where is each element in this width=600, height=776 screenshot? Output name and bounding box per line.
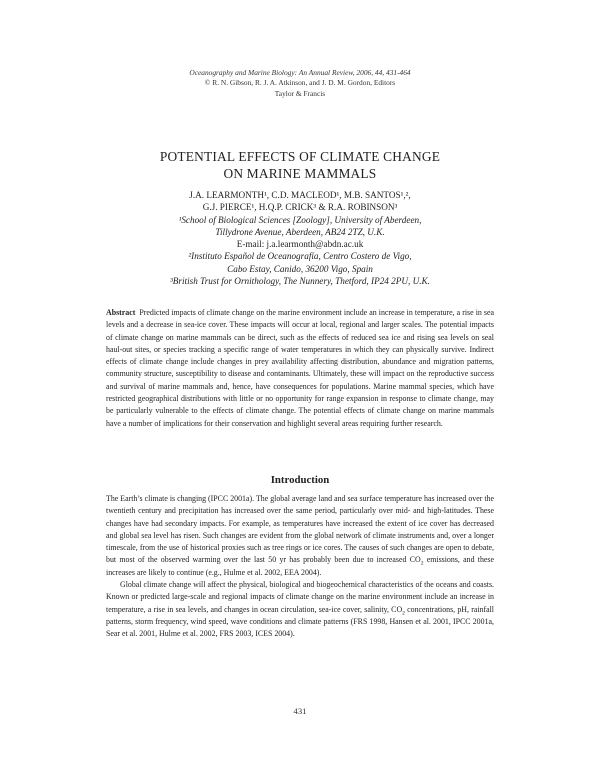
introduction-body: [106, 493, 494, 641]
author-block: [0, 189, 600, 287]
affiliation-1-line-1: ¹School of Biological Sciences [Zoology], University of Aberdeen,: [178, 214, 422, 225]
affiliation-2-line-1: ²Instituto Español de Oceanografía, Centro Costero de Vigo,: [188, 251, 412, 262]
page-number: 431: [293, 706, 307, 716]
co2-subscript: 2: [420, 561, 424, 568]
introduction-heading: Introduction: [270, 474, 330, 486]
affiliation-1-line-2: Tillydrone Avenue, Aberdeen, AB24 2TZ, U.K.: [215, 226, 385, 237]
editors-line: © R. N. Gibson, R. J. A. Atkinson, and J. D. M. Gordon, Editors: [204, 78, 396, 88]
introduction-paragraph-1: [106, 493, 494, 579]
affiliation-3: ³British Trust for Ornithology, The Nunnery, Thetford, IP24 2PU, U.K.: [170, 276, 430, 287]
publisher: Taylor & Francis: [274, 88, 326, 98]
journal-citation: Oceanography and Marine Biology: An Annual Review, 2006, 44, 431-464: [189, 68, 411, 77]
author-email: E-mail: j.a.learmonth@abdn.ac.uk: [236, 239, 364, 250]
authors-line-2: G.J. PIERCE¹, H.Q.P. CRICK³ & R.A. ROBINSON³: [202, 202, 398, 213]
title-line-2: ON MARINE MAMMALS: [223, 165, 377, 181]
introduction-paragraph-2: [106, 579, 494, 640]
abstract: [106, 307, 494, 430]
paragraph-2-text-b: concentrations, pH, rainfall patterns, storm frequency, wind speed, wave conditions and climate patterns (FRS 1998, Hansen et al. 2001, IPCC 2001a, Sear et al. 2001, Hulme et al. 2002, FRS 2003, ICES 2004).: [106, 604, 494, 639]
paragraph-2-text-a: Global climate change will affect the physical, biological and biogeochemical characteristics of the oceans and coasts. Known or predicted large-scale and regional impacts of climate change on the marine environment include an increase in temperature, a rise in sea levels, and changes in ocean circulation, sea-ice cover, salinity, CO: [106, 580, 494, 614]
title-line-1: POTENTIAL EFFECTS OF CLIMATE CHANGE: [159, 149, 441, 164]
journal-header: [0, 68, 600, 99]
paragraph-1-text-b: emissions, and these increases are likely to continue (e.g., Hulme et al. 2002, EEA 2004).: [106, 555, 495, 577]
co2-subscript: 2: [402, 610, 405, 617]
abstract-label: Abstract: [106, 308, 136, 317]
authors-line-1: J.A. LEARMONTH¹, C.D. MACLEOD¹, M.B. SANTOS¹,²,: [189, 190, 411, 200]
paper-title: [0, 149, 600, 183]
affiliation-2-line-2: Cabo Estay, Canido, 36200 Vigo, Spain: [227, 263, 373, 274]
paragraph-1-text-a: The Earth’s climate is changing (IPCC 2001a). The global average land and sea surface temperature has increased over the twentieth century and precipitation has increased over the same period, particularly over mid- and high-latitudes. These changes have had secondary impacts. For example, as temperatures have increased the extent of ice cover has decreased and global sea level has risen. Such changes are evident from the global network of climate instruments and, over a longer timescale, from the use of historical proxies such as tree rings or ice cores. The causes of such changes are open to debate, but most of the observed warming over the last 50 yr has probably been due to increased CO: [106, 494, 494, 565]
abstract-text: Predicted impacts of climate change on the marine environment include an increase in temperature, a rise in sea levels and a decrease in sea-ice cover. These impacts will occur at local, regional and larger scales. The potential impacts of climate change on marine mammals can be direct, such as the effects of reduced sea ice and rising sea levels on seal haul-out sites, or species tracking a specific range of water temperatures in which they can physically survive. Indirect effects of climate change include changes in prey availability affecting distribution, abundance and migration patterns, community structure, susceptibility to disease and contaminants. Ultimately, these will impact on the reproductive success and survival of marine mammals and, hence, have consequences for populations. Marine mammal species, which have restricted geographical distributions with little or no opportunity for range expansion in response to climate change, may be particularly vulnerable to the effects of climate change. The potential effects of climate change on marine mammals have a number of implications for their conservation and highlight several areas requiring further research.: [106, 308, 494, 428]
